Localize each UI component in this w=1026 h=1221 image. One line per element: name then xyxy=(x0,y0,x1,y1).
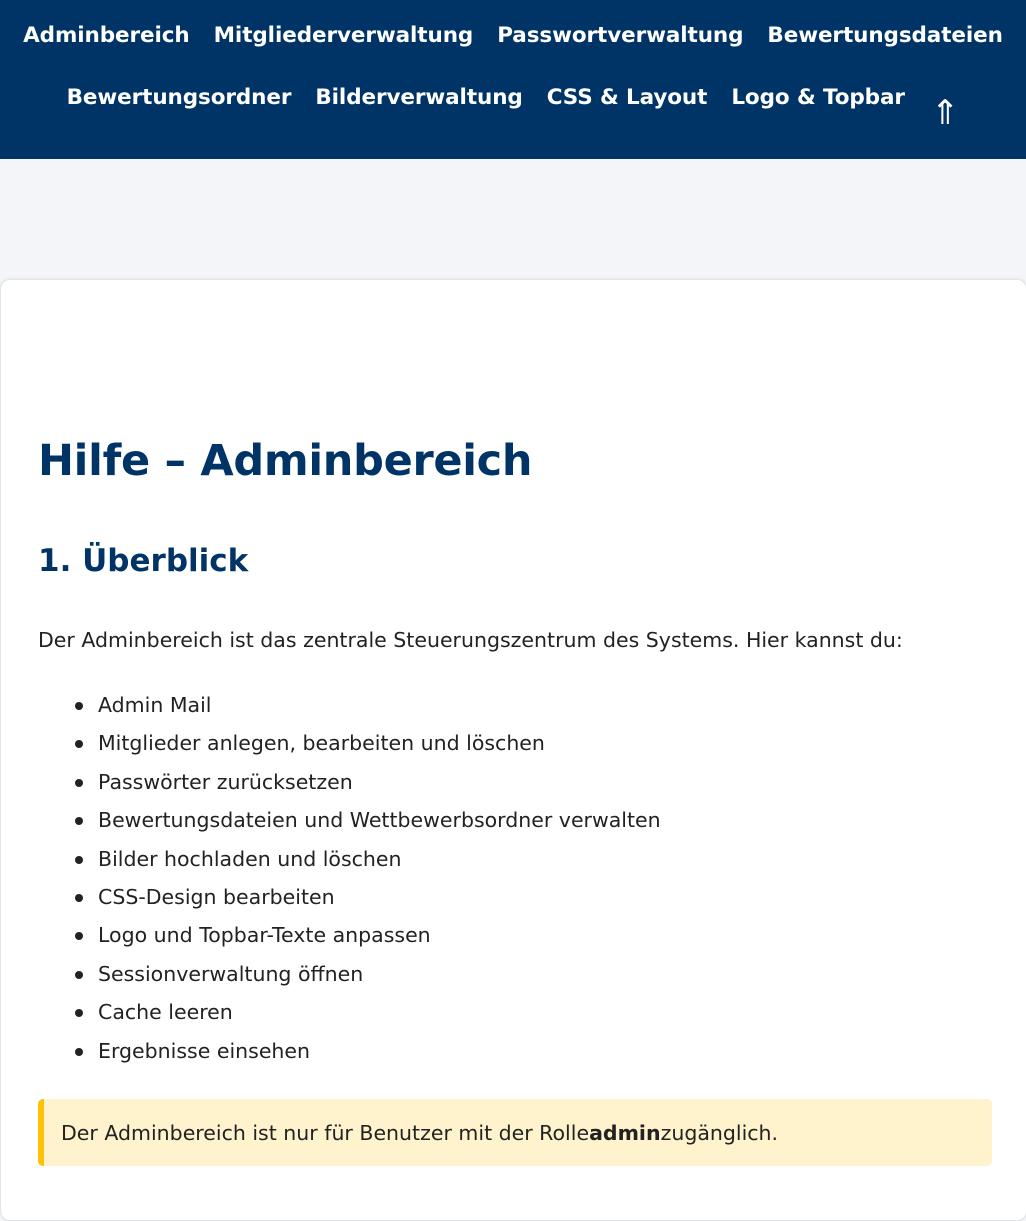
list-item: Mitglieder anlegen, bearbeiten und löschen xyxy=(98,724,661,762)
notice-role: admin xyxy=(589,1120,661,1145)
nav-link-bewertungsdateien[interactable]: Bewertungsdateien xyxy=(767,22,1003,48)
nav-link-bewertungsordner[interactable]: Bewertungsordner xyxy=(66,84,292,110)
nav-link-passwortverwaltung[interactable]: Passwortverwaltung xyxy=(497,22,744,48)
list-item: Passwörter zurücksetzen xyxy=(98,763,661,801)
list-item: Logo und Topbar-Texte anpassen xyxy=(98,916,661,954)
scroll-up-icon[interactable]: ⇑ xyxy=(930,93,960,133)
nav-link-logo-topbar[interactable]: Logo & Topbar xyxy=(731,84,905,110)
section-title-overview: 1. Überblick xyxy=(38,543,249,579)
list-item: CSS-Design bearbeiten xyxy=(98,878,661,916)
notice-text-suffix: zugänglich. xyxy=(660,1120,779,1145)
list-item: Bewertungsdateien und Wettbewerbsordner verwalten xyxy=(98,801,661,839)
nav-row-2 xyxy=(0,80,1026,133)
page-title: Hilfe – Adminbereich xyxy=(38,436,533,486)
nav-link-css-layout[interactable]: CSS & Layout xyxy=(546,84,708,110)
list-item: Sessionverwaltung öffnen xyxy=(98,955,661,993)
list-item: Bilder hochladen und löschen xyxy=(98,840,661,878)
admin-only-notice xyxy=(38,1099,992,1166)
nav-link-bilderverwaltung[interactable]: Bilderverwaltung xyxy=(315,84,523,110)
list-item: Admin Mail xyxy=(98,686,661,724)
nav-link-adminbereich[interactable]: Adminbereich xyxy=(23,22,190,48)
notice-text-prefix: Der Adminbereich ist nur für Benutzer mit der Rolle xyxy=(61,1120,590,1145)
nav-row-1 xyxy=(0,18,1026,52)
feature-list xyxy=(38,686,661,1070)
intro-text: Der Adminbereich ist das zentrale Steuerungszentrum des Systems. Hier kannst du: xyxy=(38,628,903,652)
list-item: Ergebnisse einsehen xyxy=(98,1032,661,1070)
nav-link-mitgliederverwaltung[interactable]: Mitgliederverwaltung xyxy=(213,22,474,48)
list-item: Cache leeren xyxy=(98,993,661,1031)
top-navigation xyxy=(0,0,1026,159)
